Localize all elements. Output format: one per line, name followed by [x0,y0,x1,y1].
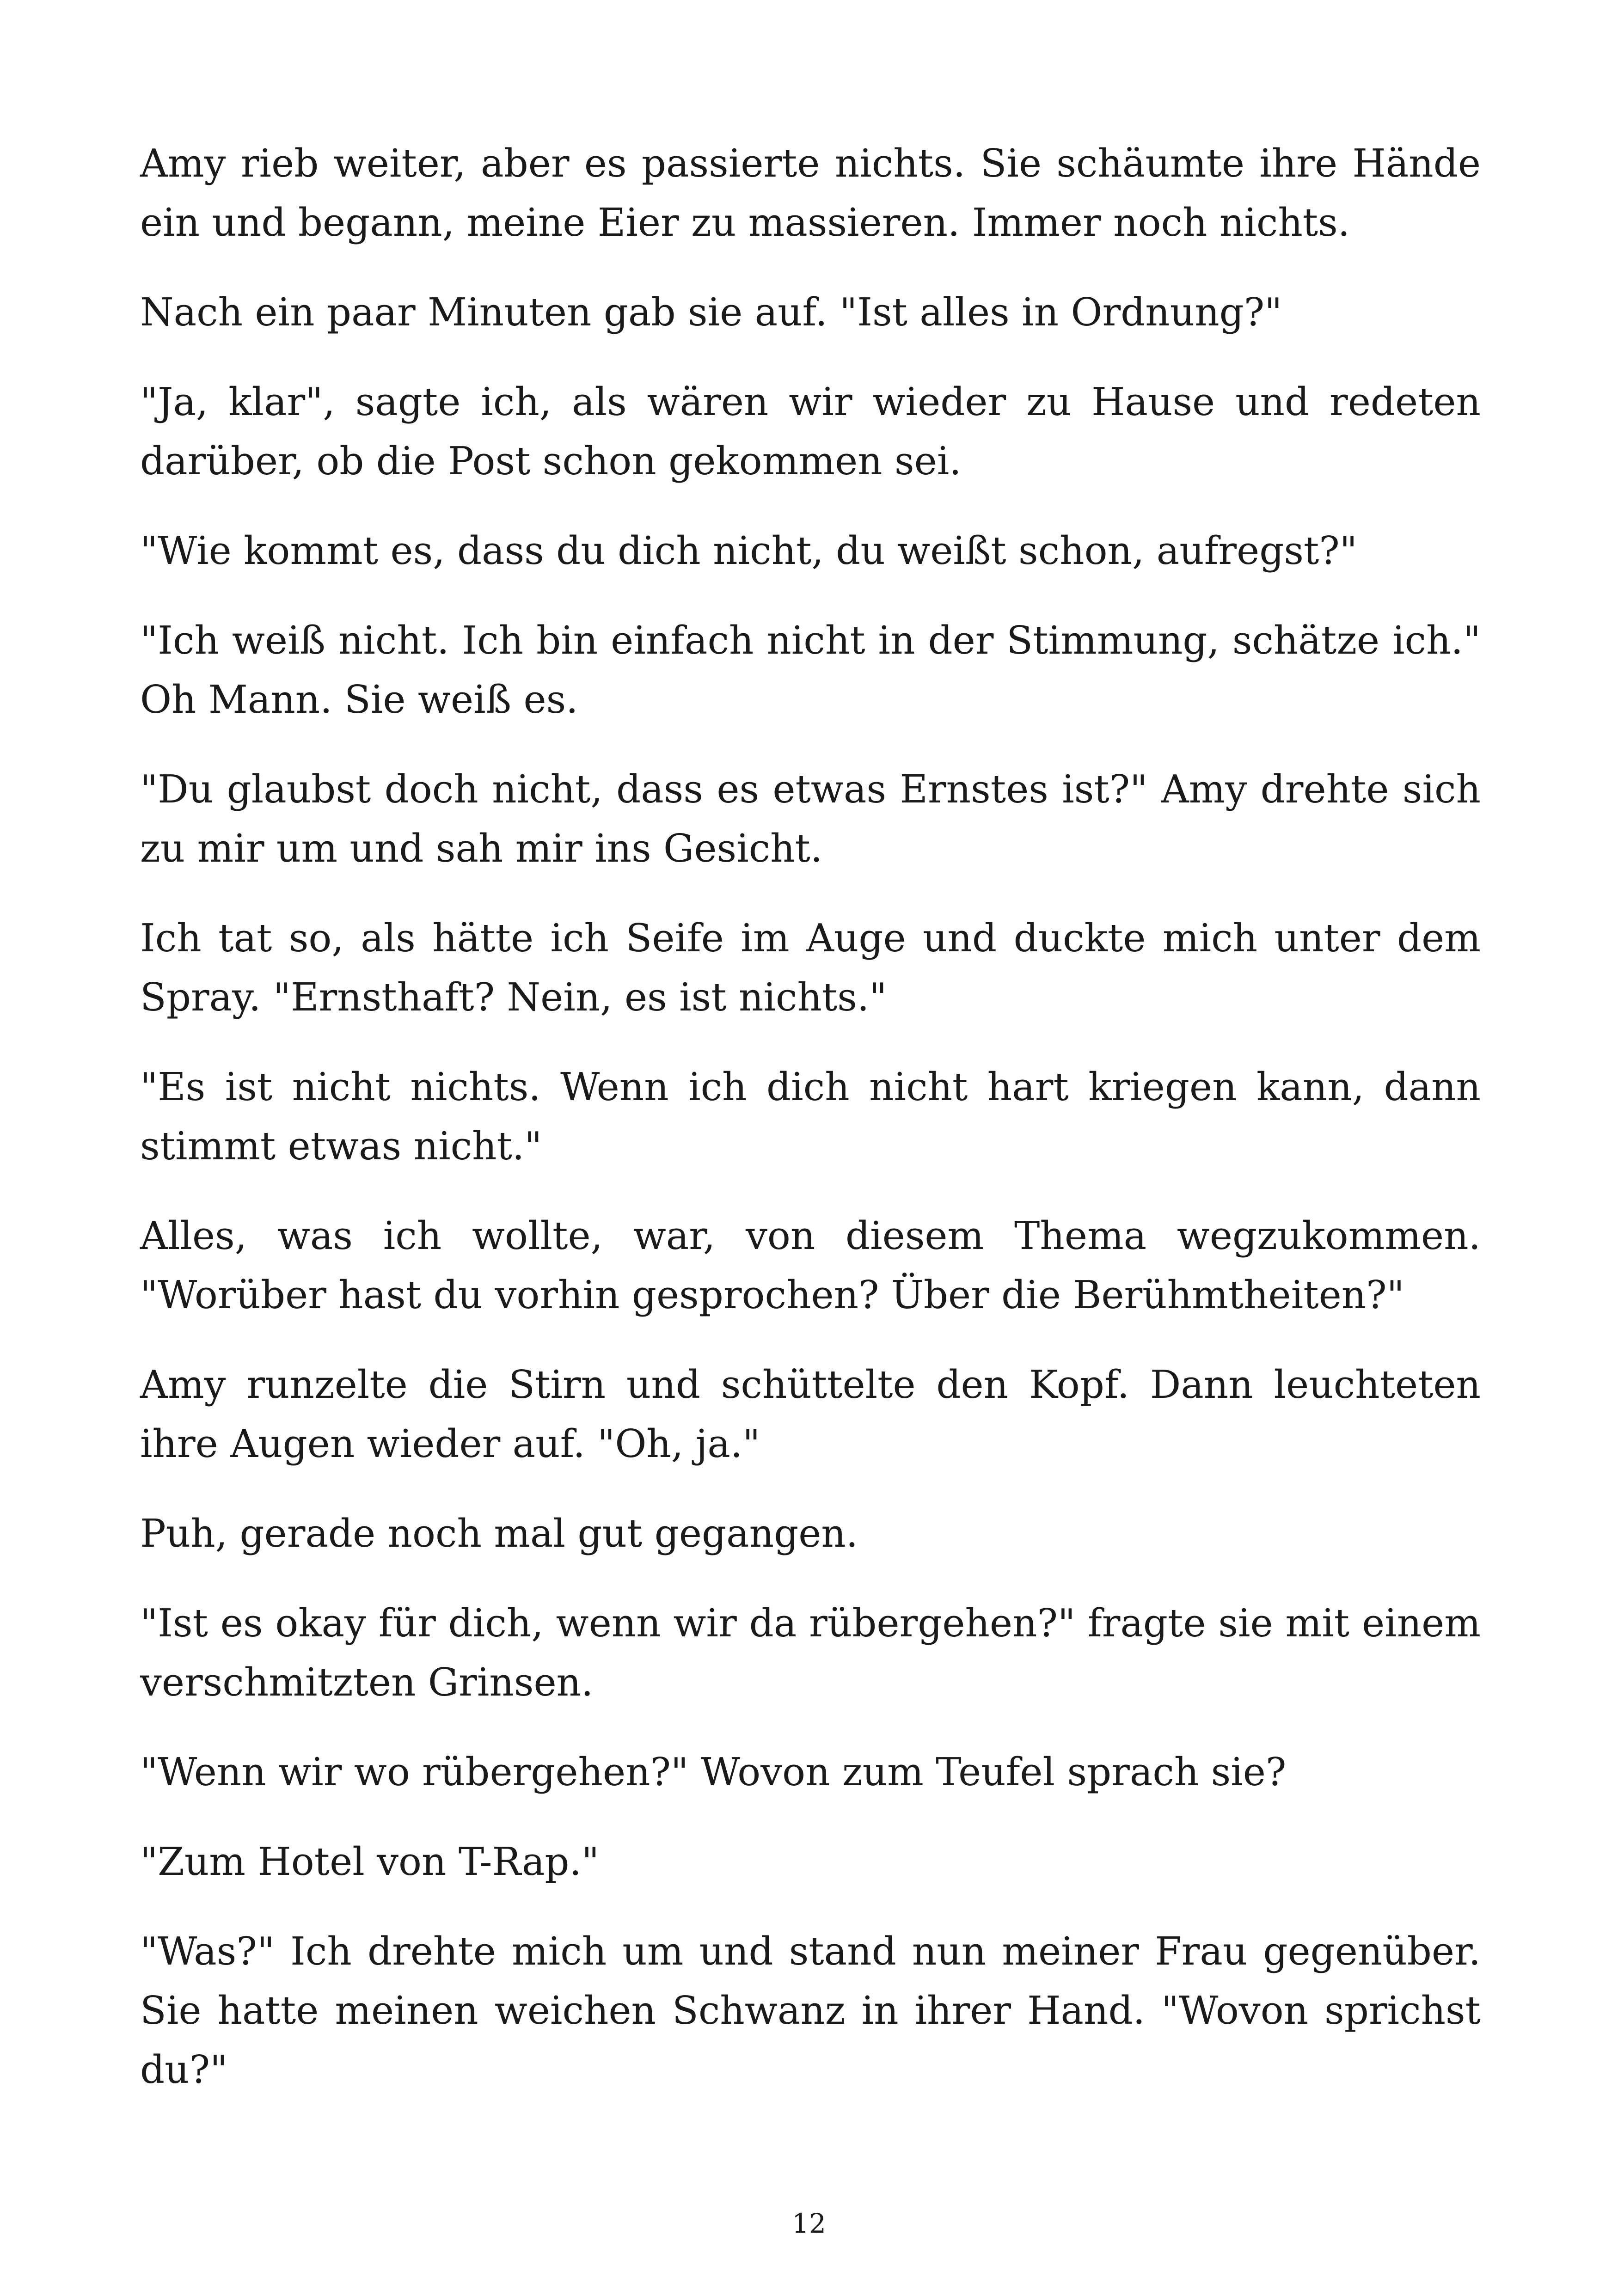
paragraph: "Ich weiß nicht. Ich bin einfach nicht in der Stimmung, schätze ich." Oh Mann. Sie weiß es. [140,618,1481,722]
paragraph: "Zum Hotel von T-Rap." [140,1839,600,1884]
paragraph: "Du glaubst doch nicht, dass es etwas Ernstes ist?" Amy drehte sich zu mir um und sah mir ins Gesicht. [140,767,1481,871]
paragraph: "Was?" Ich drehte mich um und stand nun meiner Frau gegenüber. Sie hatte meinen weichen Schwanz in ihrer Hand. "Wovon sprichst du?" [140,1929,1481,2092]
paragraph: "Ist es okay für dich, wenn wir da rübergehen?" fragte sie mit einem verschmitzten Grinsen. [140,1601,1481,1705]
paragraph: "Wenn wir wo rübergehen?" Wovon zum Teufel sprach sie? [140,1750,1287,1794]
paragraph: "Es ist nicht nichts. Wenn ich dich nicht hart kriegen kann, dann stimmt etwas nicht." [140,1065,1481,1169]
paragraph: Amy runzelte die Stirn und schüttelte den Kopf. Dann leuchteten ihre Augen wieder auf. "Oh, ja." [140,1362,1481,1466]
paragraph: Puh, gerade noch mal gut gegangen. [140,1511,858,1556]
paragraph: Ich tat so, als hätte ich Seife im Auge und duckte mich unter dem Spray. "Ernsthaft? Nein, es ist nichts." [140,916,1481,1020]
paragraph: Nach ein paar Minuten gab sie auf. "Ist alles in Ordnung?" [140,290,1282,335]
paragraph: Amy rieb weiter, aber es passierte nichts. Sie schäumte ihre Hände ein und begann, meine Eier zu massieren. Immer noch nichts. [140,141,1481,245]
paragraph: "Wie kommt es, dass du dich nicht, du weißt schon, aufregst?" [140,528,1357,573]
paragraph: "Ja, klar", sagte ich, als wären wir wieder zu Hause und redeten darüber, ob die Post schon gekommen sei. [140,380,1481,484]
page-body [140,134,1481,2100]
paragraph: Alles, was ich wollte, war, von diesem Thema wegzukommen. "Worüber hast du vorhin gesprochen? Über die Berühmtheiten?" [140,1213,1481,1317]
page-number: 12 [792,2208,826,2239]
